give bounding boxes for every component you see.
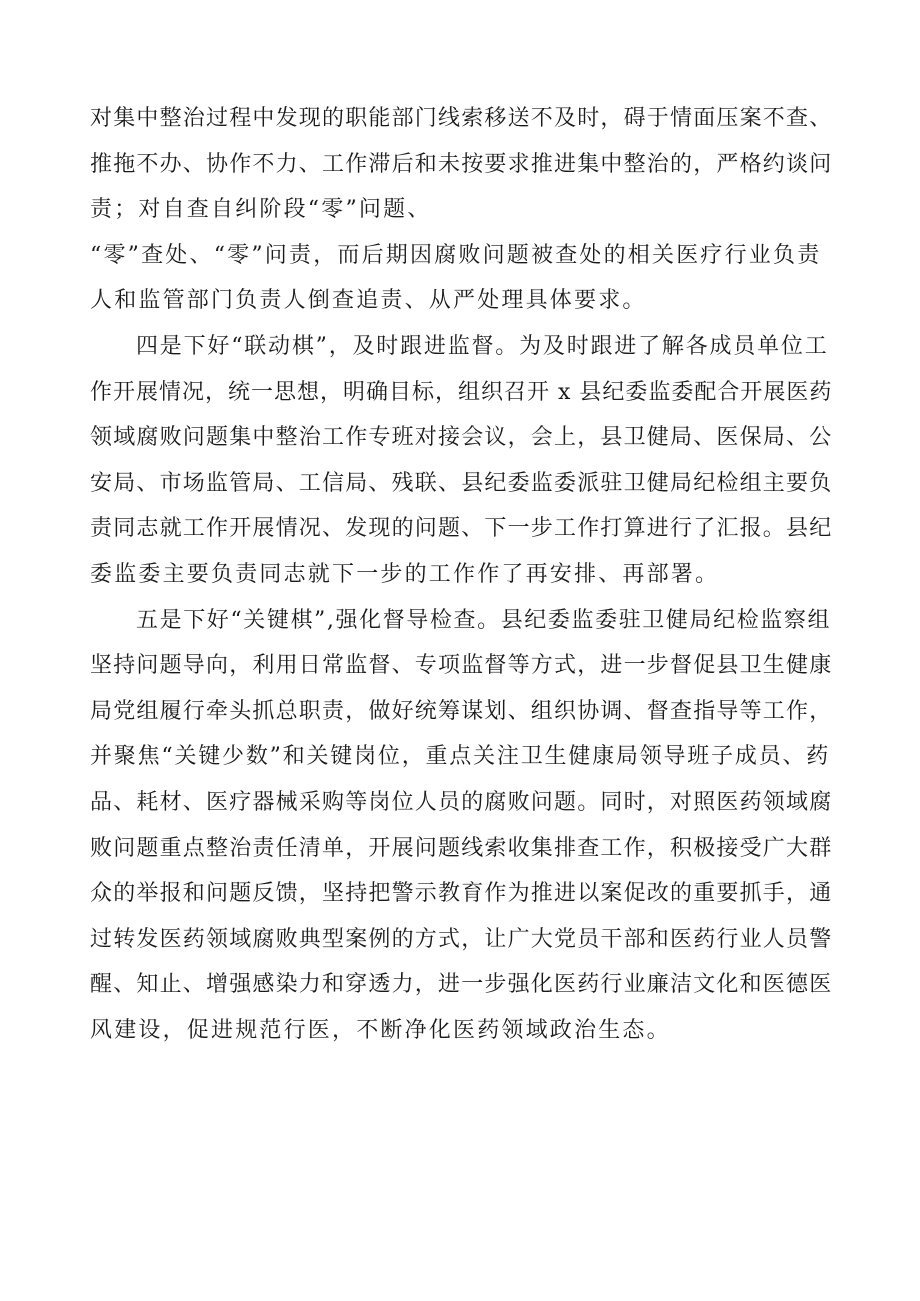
text-line: 五是下好“关键棋”,强化督导检查。县纪委监委驻卫健局纪检监察组 bbox=[136, 607, 832, 633]
text-line: 四是下好“联动棋”，及时跟进监督。为及时跟进了解各成员单位工 bbox=[136, 333, 829, 359]
text-line: 责同志就工作开展情况、发现的问题、下一步工作打算进行了汇报。县纪 bbox=[90, 516, 833, 542]
text-line: 责；对自查自纠阶段“零”问题、 bbox=[90, 197, 432, 223]
text-line: 推拖不办、协作不力、工作滞后和未按要求推进集中整治的，严格约谈问 bbox=[90, 151, 833, 177]
text-line: 安局、市场监管局、工信局、残联、县纪委监委派驻卫健局纪检组主要负 bbox=[90, 470, 833, 496]
text-line: 过转发医药领域腐败典型案例的方式，让广大党员干部和医药行业人员警 bbox=[90, 926, 833, 952]
text-line: 领域腐败问题集中整治工作专班对接会议，会上，县卫健局、医保局、公 bbox=[90, 425, 833, 451]
text-line: 败问题重点整治责任清单，开展问题线索收集排查工作，积极接受广大群 bbox=[90, 835, 833, 861]
text-line: 并聚焦“关键少数”和关键岗位，重点关注卫生健康局领导班子成员、药 bbox=[90, 744, 831, 770]
text-line: 众的举报和问题反馈，坚持把警示教育作为推进以案促改的重要抓手，通 bbox=[90, 881, 833, 907]
text-line: 委监委主要负责同志就下一步的工作作了再安排、再部署。 bbox=[90, 561, 720, 587]
body-text bbox=[90, 96, 832, 1053]
text-line: 品、耗材、医疗器械采购等岗位人员的腐败问题。同时，对照医药领域腐 bbox=[90, 789, 833, 815]
text-line: “零”查处、“零”问责，而后期因腐败问题被查处的相关医疗行业负责 bbox=[90, 242, 822, 268]
text-line: 坚持问题导向，利用日常监督、专项监督等方式，进一步督促县卫生健康 bbox=[90, 653, 833, 679]
text-line: 局党组履行牵头抓总职责，做好统筹谋划、组织协调、督查指导等工作， bbox=[90, 698, 833, 724]
text-line: 对集中整治过程中发现的职能部门线索移送不及时，碍于情面压案不查、 bbox=[90, 106, 833, 131]
text-line: 风建设，促进规范行医，不断净化医药领域政治生态。 bbox=[90, 1017, 671, 1043]
text-line: 醒、知止、增强感染力和穿透力，进一步强化医药行业廉洁文化和医德医 bbox=[90, 972, 833, 998]
text-line: 作开展情况，统一思想，明确目标，组织召开 x 县纪委监委配合开展医药 bbox=[90, 379, 833, 405]
text-line: 人和监管部门负责人倒查追责、从严处理具体要求。 bbox=[90, 288, 647, 314]
